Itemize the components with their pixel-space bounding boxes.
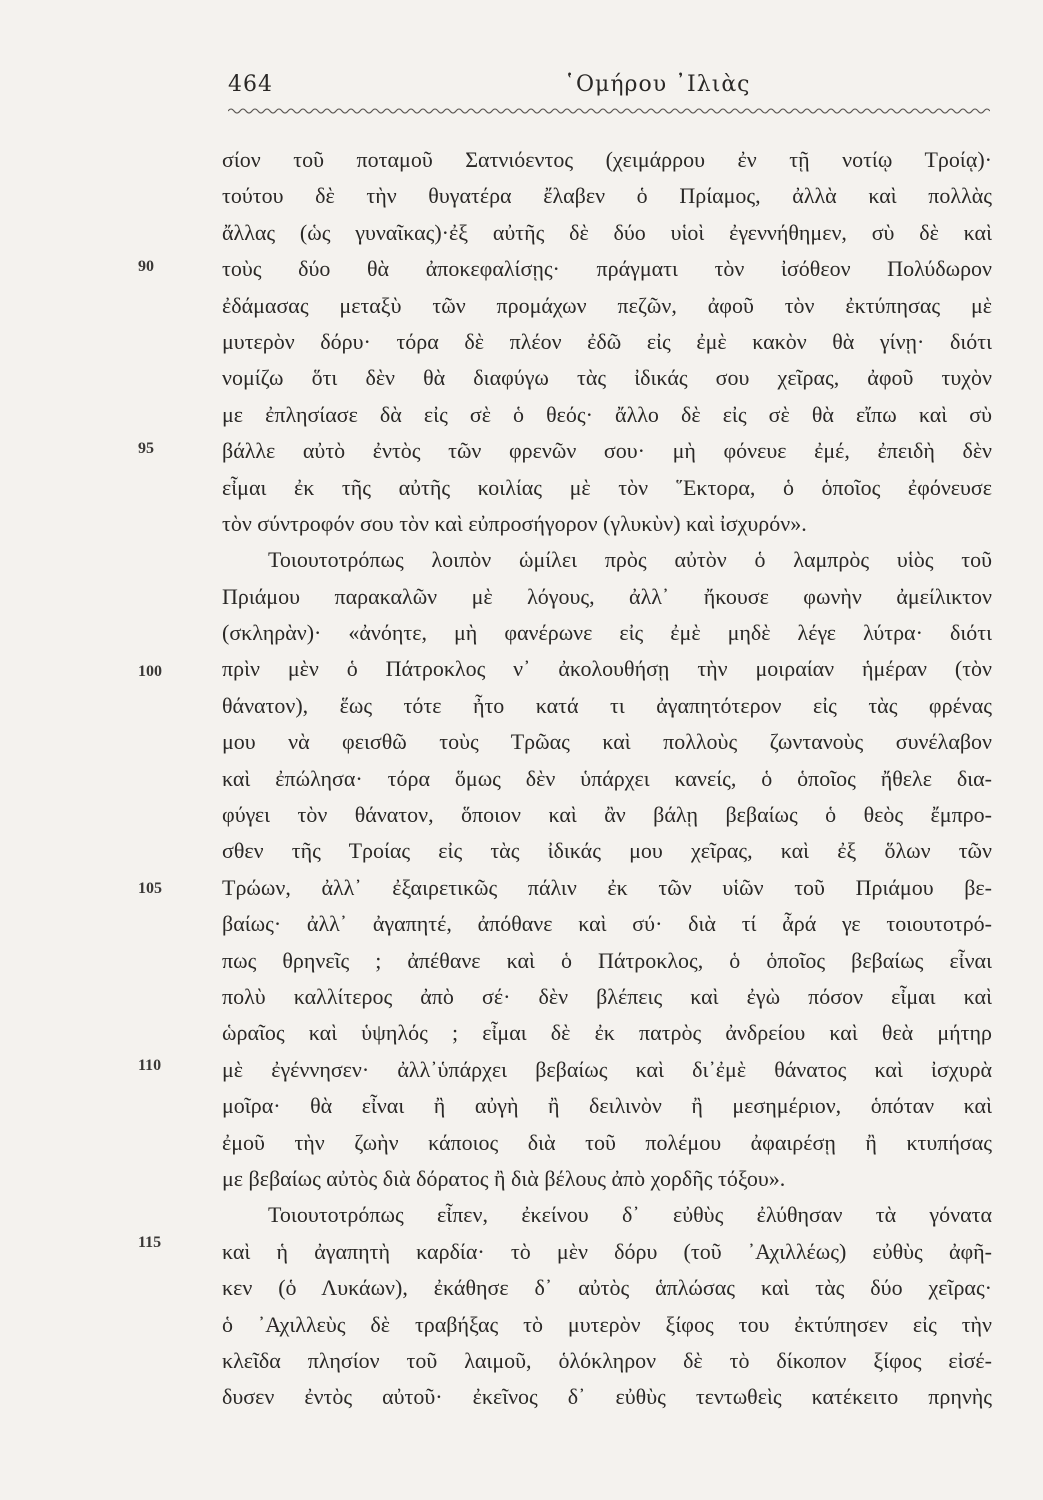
text-line: μυτερὸν δόρυ· τόρα δὲ πλέον ἐδῶ εἰς ἐμὲ κακὸν θὰ γίνῃ· διότι [222, 328, 992, 354]
text-line: φύγει τὸν θάνατον, ὅποιον καὶ ἂν βάλῃ βεβαίως ὁ θεὸς ἔμπρο- [222, 802, 992, 828]
line-number-115: 115 [138, 1234, 162, 1251]
text-line: δυσεν ἐντὸς αὐτοῦ· ἐκεῖνος δ᾿ εὐθὺς τεντωθεὶς κατέκειτο πρηνὴς [222, 1384, 992, 1410]
page-header [228, 72, 990, 112]
text-line: (σκληρὰν)· «ἀνόητε, μὴ φανέρωνε εἰς ἐμὲ μηδὲ λέγε λύτρα· διότι [222, 620, 992, 646]
text-line: ἐμοῦ τὴν ζωὴν κάποιος διὰ τοῦ πολέμου ἀφαιρέσῃ ἢ κτυπήσας [222, 1129, 992, 1155]
text-line: ἐδάμασας μεταξὺ τῶν προμάχων πεζῶν, ἀφοῦ τὸν ἐκτύπησας μὲ [222, 292, 992, 318]
text-line: βαίως· ἀλλ᾿ ἀγαπητέ, ἀπόθανε καὶ σύ· διὰ τί ἆρά γε τοιουτοτρό- [222, 911, 992, 937]
text-line: βάλλε αὐτὸ ἐντὸς τῶν φρενῶν σου· μὴ φόνευε ἐμέ, ἐπειδὴ δὲν [222, 438, 992, 464]
text-line: εἶμαι ἐκ τῆς αὐτῆς κοιλίας μὲ τὸν ῞Εκτορα, ὁ ὁποῖος ἐφόνευσε [222, 474, 992, 500]
text-line: με ἐπλησίασε δὰ εἰς σὲ ὁ θεός· ἄλλο δὲ εἰς σὲ θὰ εἴπω καὶ σὺ [222, 401, 992, 427]
text-line: ἄλλας (ὡς γυναῖκας)·ἐξ αὐτῆς δὲ δύο υἱοὶ ἐγεννήθημεν, σὺ δὲ καὶ [222, 219, 992, 245]
line-number-105: 105 [138, 880, 162, 897]
text-line: Τρώων, ἀλλ᾿ ἐξαιρετικῶς πάλιν ἐκ τῶν υἱῶν τοῦ Πριάμου βε- [222, 874, 992, 900]
text-line: καὶ ἐπώλησα· τόρα ὅμως δὲν ὑπάρχει κανείς, ὁ ὁποῖος ἤθελε δια- [222, 765, 992, 791]
decorative-wavy-rule [228, 106, 990, 116]
text-line: ὁ ᾿Αχιλλεὺς δὲ τραβήξας τὸ μυτερὸν ξίφος του ἐκτύπησεν εἰς τὴν [222, 1311, 992, 1337]
text-line: τοὺς δύο θὰ ἀποκεφαλίσῃς· πράγματι τὸν ἰσόθεον Πολύδωρον [222, 256, 992, 282]
text-line: κεν (ὁ Λυκάων), ἐκάθησε δ᾿ αὐτὸς ἁπλώσας καὶ τὰς δύο χεῖρας· [222, 1275, 992, 1301]
text-line: κλεῖδα πλησίον τοῦ λαιμοῦ, ὁλόκληρον δὲ τὸ δίκοπον ξίφος εἰσέ- [222, 1347, 992, 1373]
text-line: σθεν τῆς Τροίας εἰς τὰς ἰδικάς μου χεῖρας, καὶ ἐξ ὅλων τῶν [222, 838, 992, 864]
line-number-90: 90 [138, 258, 154, 275]
line-number-110: 110 [138, 1057, 162, 1074]
text-line: ὡραῖος καὶ ὑψηλός ; εἶμαι δὲ ἐκ πατρὸς ἀνδρείου καὶ θεὰ μήτηρ [222, 1020, 992, 1046]
text-line: Τοιουτοτρόπως λοιπὸν ὡμίλει πρὸς αὐτὸν ὁ λαμπρὸς υἱὸς τοῦ [268, 547, 992, 573]
text-line: πως θρηνεῖς ; ἀπέθανε καὶ ὁ Πάτροκλος, ὁ ὁποῖος βεβαίως εἶναι [222, 947, 992, 973]
page-number: 464 [228, 72, 273, 97]
running-title: ῾Ομήρου ᾿Ιλιὰς [564, 72, 751, 97]
text-line: πολὺ καλλίτερος ἀπὸ σέ· δὲν βλέπεις καὶ ἐγὼ πόσον εἶμαι καὶ [222, 983, 992, 1009]
body-text [222, 142, 992, 1416]
text-line: τούτου δὲ τὴν θυγατέρα ἔλαβεν ὁ Πρίαμος, ἀλλὰ καὶ πολλὰς [222, 183, 992, 209]
text-line: μοῖρα· θὰ εἶναι ἢ αὐγὴ ἢ δειλινὸν ἢ μεσημέριον, ὁπόταν καὶ [222, 1093, 992, 1119]
text-line: τὸν σύντροφόν σου τὸν καὶ εὐπροσήγορον (γλυκὺν) καὶ ἰσχυρόν». [222, 510, 807, 536]
text-line: Πριάμου παρακαλῶν μὲ λόγους, ἀλλ᾿ ἤκουσε φωνὴν ἀμείλικτον [222, 583, 992, 609]
text-line: καὶ ἡ ἀγαπητὴ καρδία· τὸ μὲν δόρυ (τοῦ ᾿Αχιλλέως) εὐθὺς ἀφῆ- [222, 1238, 992, 1264]
text-line: νομίζω ὅτι δὲν θὰ διαφύγω τὰς ἰδικάς σου χεῖρας, ἀφοῦ τυχὸν [222, 365, 992, 391]
text-line: Τοιουτοτρόπως εἶπεν, ἐκείνου δ᾿ εὐθὺς ἐλύθησαν τὰ γόνατα [268, 1202, 992, 1228]
line-number-100: 100 [138, 663, 162, 680]
line-number-95: 95 [138, 440, 154, 457]
text-line: πρὶν μὲν ὁ Πάτροκλος ν᾿ ἀκολουθήσῃ τὴν μοιραίαν ἡμέραν (τὸν [222, 656, 992, 682]
text-line: μὲ ἐγέννησεν· ἀλλ᾿ὑπάρχει βεβαίως καὶ δι᾿ἐμὲ θάνατος καὶ ἰσχυρὰ [222, 1056, 992, 1082]
text-line: σίον τοῦ ποταμοῦ Σατνιόεντος (χειμάρρου ἐν τῇ νοτίῳ Τροίᾳ)· [222, 147, 992, 172]
text-line: με βεβαίως αὐτὸς διὰ δόρατος ἢ διὰ βέλους ἀπὸ χορδῆς τόξου». [222, 1165, 786, 1191]
text-line: μου νὰ φεισθῶ τοὺς Τρῶας καὶ πολλοὺς ζωντανοὺς συνέλαβον [222, 729, 992, 755]
text-line: θάνατον), ἕως τότε ἦτο κατά τι ἀγαπητότερον εἰς τὰς φρένας [222, 692, 992, 718]
